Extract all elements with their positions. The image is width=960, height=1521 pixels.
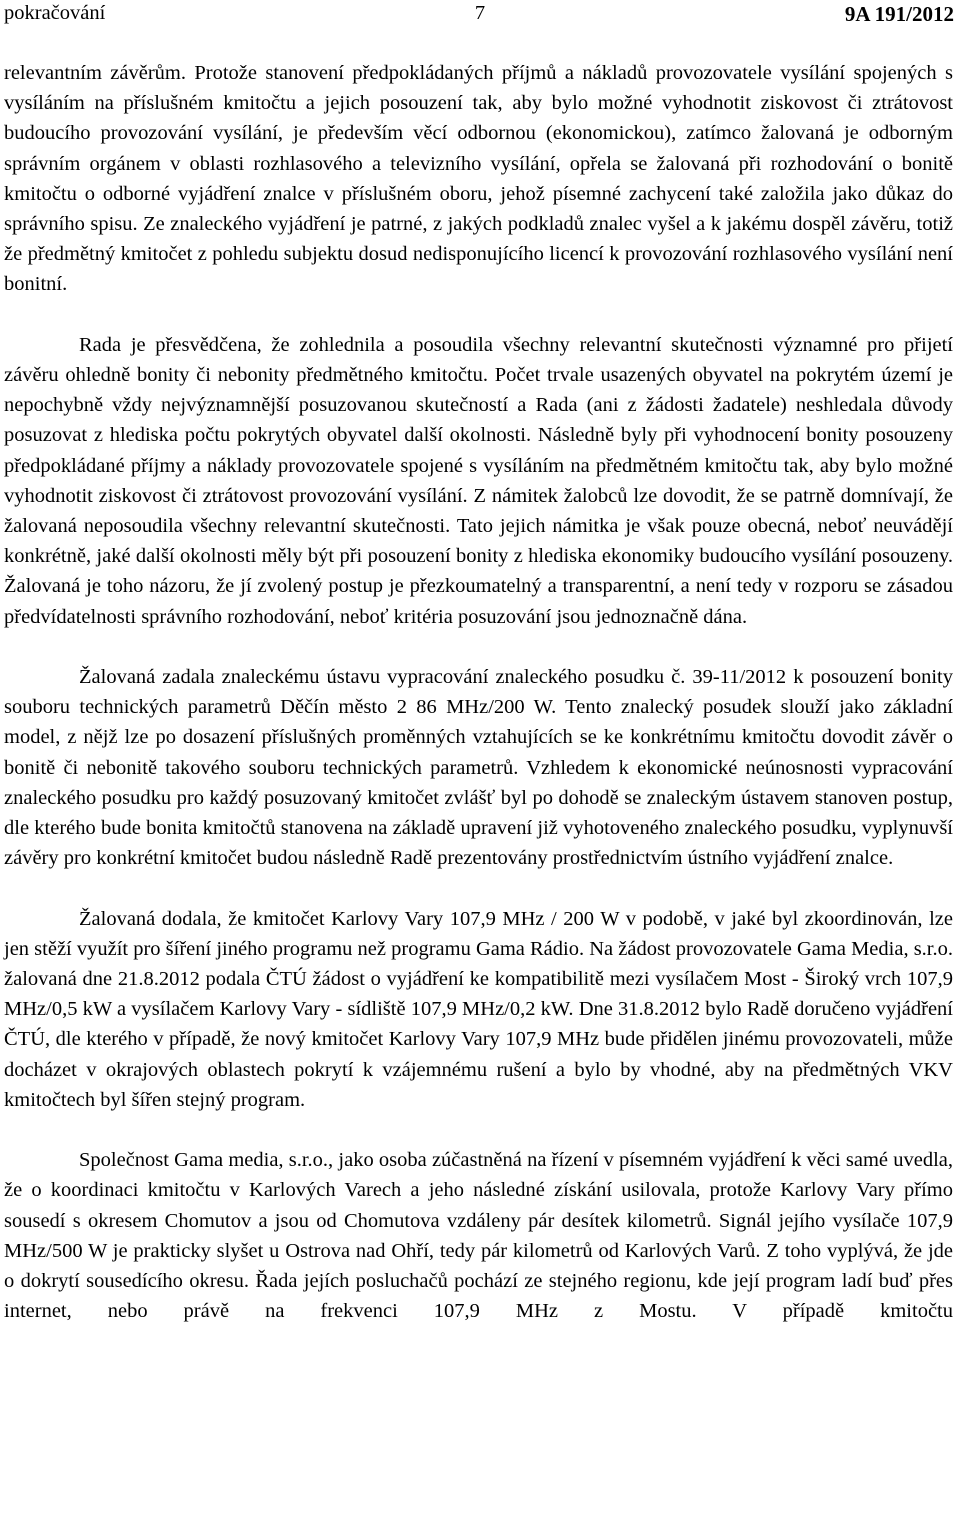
header-continuation-label: pokračování: [4, 2, 106, 24]
paragraph-2: Rada je přesvědčena, že zohlednila a posoudila všechny relevantní skutečnosti významné pro přijetí závěru ohledně bonity či nebonity předmětného kmitočtu. Počet trvale usazených obyvatel na pokrytém území je nepochybně vždy nejvýznamnější posuzovanou skutečností a Rada (ani z žádosti žadatele) neshledala důvody posuzovat z hlediska počtu pokrytých obyvatel další okolnosti. Následně byly při vyhodnocení bonity posouzeny předpokládané příjmy a náklady provozovatele spojené s vysíláním na předmětném kmitočtu tak, aby bylo možné vyhodnotit ziskovost či ztrátovost provozování vysílání. Z námitek žalobců lze dovodit, že se patrně domnívají, že žalovaná neposoudila všechny relevantní skutečnosti. Tato jejich námitka je však pouze obecná, neboť neuvádějí konkrétně, jaké další okolnosti měly být při posouzení bonity z hlediska ekonomiky budoucího vysílání posouzeny. Žalovaná je toho názoru, že jí zvolený postup je přezkoumatelný a transparentní, a není tedy v rozporu se zásadou předvídatelnosti správního rozhodování, neboť kritéria posuzování jsou jednoznačně dána.: [4, 333, 953, 628]
paragraph-5: Společnost Gama media, s.r.o., jako osoba zúčastněná na řízení v písemném vyjádření k věci samé uvedla, že o koordinaci kmitočtu v Karlových Varech a jeho následné získání usilovala, protože Karlovy Vary přímo sousedí s okresem Chomutov a jsou od Chomutova vzdáleny pár desítek kilometrů. Signál jejího vysílače 107,9 MHz/500 W je prakticky slyšet u Ostrova nad Ohří, tedy pár kilometrů od Karlových Varů. Z toho vyplývá, že jde o dokrytí sousedícího okresu. Řada jejích posluchačů pochází ze stejného regionu, kde její program ladí buď přes internet, nebo právě na frekvenci 107,9 MHz z Mostu. V případě kmitočtu: [4, 1149, 953, 1323]
case-number: 9A 191/2012: [844, 2, 954, 26]
page-header: [0, 0, 960, 34]
paragraph-1: relevantním závěrům. Protože stanovení předpokládaných příjmů a nákladů provozovatele vysílání spojených s vysíláním na příslušném kmitočtu a jejich posouzení tak, aby bylo možné vyhodnotit ziskovost či ztrátovost budoucího provozování vysílání, je především věcí odbornou (ekonomickou), zatímco žalovaná je odborným správním orgánem v oblasti rozhlasového a televizního vysílání, opřela se žalovaná při rozhodování o bonitě kmitočtu o odborné vyjádření znalce v příslušném oboru, jehož písemné zachycení také založila jako důkaz do správního spisu. Ze znaleckého vyjádření je patrné, z jakých podkladů znalec vyšel a k jakému dospěl závěru, totiž že předmětný kmitočet z pohledu subjektu dosud nedisponujícího licencí k provozování rozhlasového vysílání není bonitní.: [4, 62, 953, 296]
paragraph-4: Žalovaná dodala, že kmitočet Karlovy Vary 107,9 MHz / 200 W v podobě, v jaké byl zkoordinován, lze jen stěží využít pro šíření jiného programu než programu Gama Rádio. Na žádost provozovatele Gama Media, s.r.o. žalovaná dne 21.8.2012 podala ČTÚ žádost o vyjádření ke kompatibilitě mezi vysílačem Most - Široký vrch 107,9 MHz/0,5 kW a vysílačem Karlovy Vary - sídliště 107,9 MHz/0,2 kW. Dne 31.8.2012 bylo Radě doručeno vyjádření ČTÚ, dle kterého v případě, že nový kmitočet Karlovy Vary 107,9 MHz bude přidělen jinému provozovateli, může docházet v okrajových oblastech pokrytí k vzájemnému rušení a bylo by vhodné, aby na předmětných VKV kmitočtech byl šířen stejný program.: [4, 907, 953, 1111]
page-number: 7: [474, 2, 486, 24]
document-body: [4, 58, 953, 1326]
paragraph-3: Žalovaná zadala znaleckému ústavu vypracování znaleckého posudku č. 39-11/2012 k posouzení bonity souboru technických parametrů Děčín město 2 86 MHz/200 W. Tento znalecký posudek slouží jako základní model, z nějž lze po dosazení příslušných proměnných vztahujících se ke konkrétnímu kmitočtu dovodit závěr o bonitě či nebonitě takového souboru technických parametrů. Vzhledem k ekonomické neúnosnosti vypracování znaleckého posudku pro každý posuzovaný kmitočet zvlášť byl po dohodě se znaleckým ústavem stanoven postup, dle kterého bude bonita kmitočtů stanovena na základě upravení již vyhotoveného znaleckého posudku, vyplynuvší závěry pro konkrétní kmitočet budou následně Radě prezentovány prostřednictvím ústního vyjádření znalce.: [4, 666, 953, 870]
